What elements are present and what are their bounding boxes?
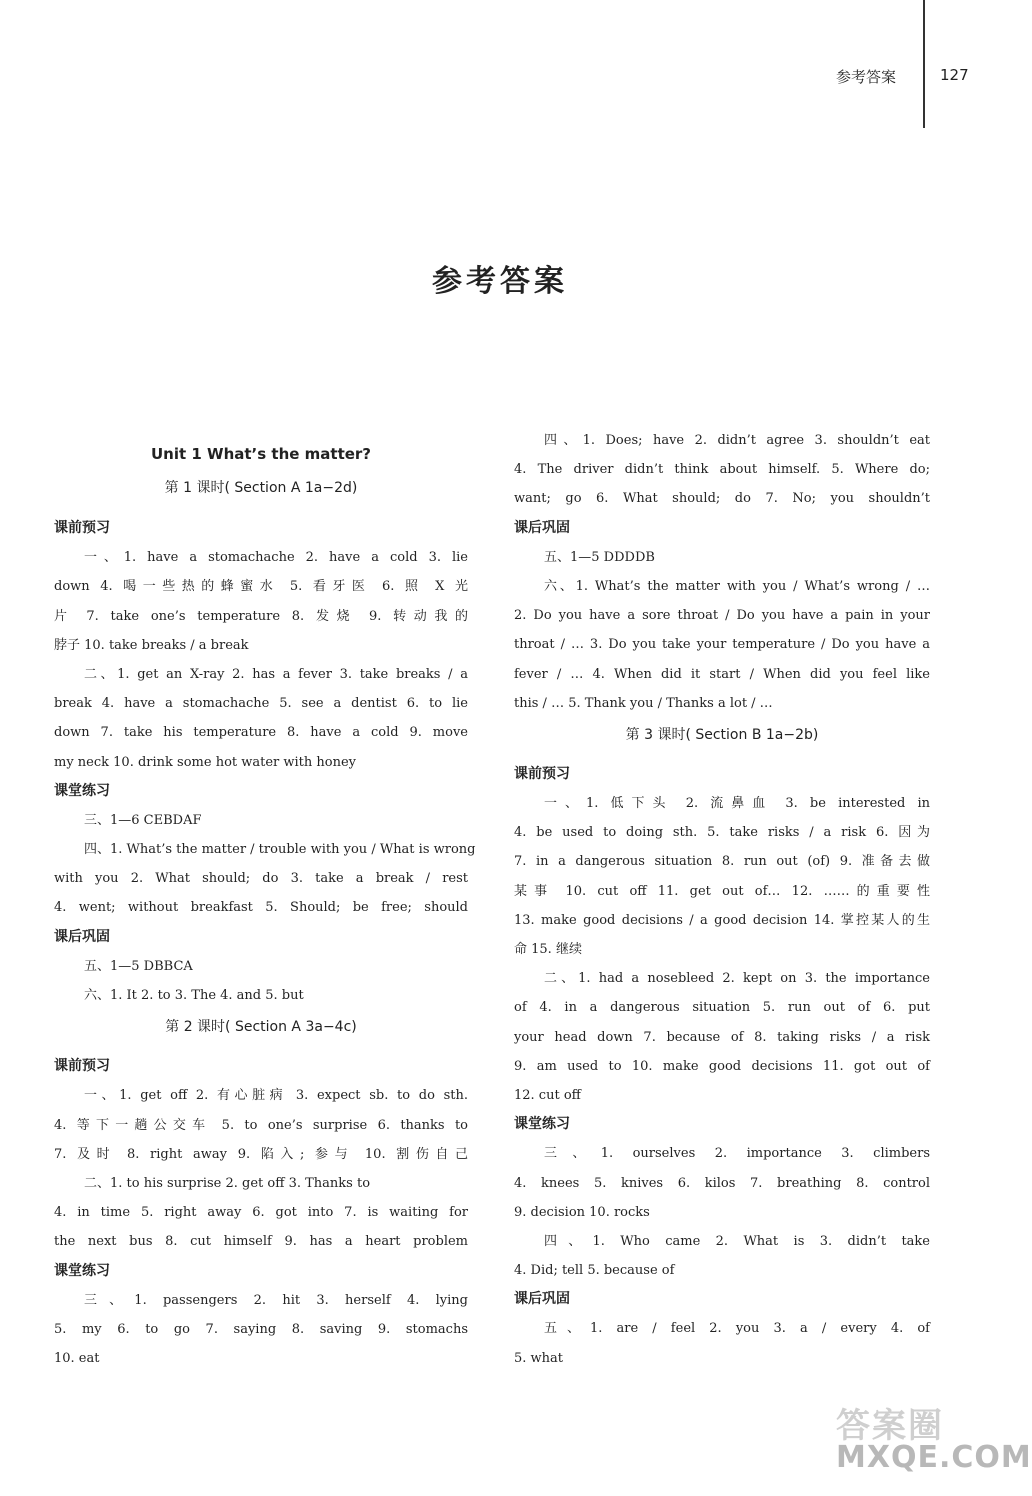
left-column [54,440,476,1373]
answer-line: 4. The driver didn’t think about himself. 5. Where do; [514,462,930,478]
answer-line: 四、1. What’s the matter / trouble with you / What is wrong [84,842,476,858]
answer-line: this / … 5. Thank you / Thanks a lot / … [514,695,773,711]
section-heading: 课前预习 [514,765,570,782]
answer-line: 二、1. get an X-ray 2. has a fever 3. take breaks / a [84,666,468,682]
page-title: 参考答案 [432,264,568,299]
answer-line: 13. make good decisions / a good decision 14. 掌控某人的生 [514,912,930,928]
answer-line: 2. Do you have a sore throat / Do you have a pain in your [514,608,930,624]
lesson-heading: 第 3 课时( Section B 1a−2b) [625,726,819,743]
section-heading: 课后巩固 [514,519,570,536]
answer-line: 一、1. get off 2. 有心脏病 3. expect sb. to do sth. [84,1088,468,1104]
answer-line: down 7. take his temperature 8. have a cold 9. move [54,725,468,741]
answer-line: 六、1. What’s the matter with you / What’s wrong / … [544,578,930,594]
lesson-heading: 第 2 课时( Section A 3a−4c) [165,1019,357,1036]
answer-line: my neck 10. drink some hot water with honey [54,754,357,770]
watermark-logo: 答案圈 [836,1406,944,1446]
answer-line: 4. 等下一趟公交车 5. to one’s surprise 6. thanks to [54,1117,468,1133]
answer-line: 4. went; without breakfast 5. Should; be free; should [54,900,468,916]
section-heading: 课堂练习 [54,782,110,799]
answer-line: fever / … 4. When did it start / When did you feel like [514,666,930,682]
answer-line: your head down 7. because of 8. taking risks / a risk [514,1029,930,1045]
section-heading: 课后巩固 [54,928,110,945]
answer-line: 三、1—6 CEBDAF [84,812,202,828]
answer-line: 9. am used to 10. make good decisions 11. got out of [514,1058,930,1074]
answer-line: 五、1—5 DDDDB [544,549,655,565]
answer-line: 五、1. are / feel 2. you 3. a / every 4. of [544,1321,930,1337]
answer-line: 命 15. 继续 [514,942,582,957]
answer-line: with you 2. What should; do 3. take a break / rest [54,871,468,887]
answer-line: break 4. have a stomachache 5. see a dentist 6. to lie [54,696,468,712]
answer-line: 9. decision 10. rocks [514,1204,650,1220]
answer-line: 4. knees 5. knives 6. kilos 7. breathing 8. control [514,1175,930,1191]
section-heading: 课堂练习 [54,1262,110,1279]
answer-line: 4. be used to doing sth. 5. take risks / a risk 6. 因为 [514,825,930,841]
section-heading: 课后巩固 [514,1291,570,1308]
answer-line: 三、1. ourselves 2. importance 3. climbers [544,1146,930,1162]
answer-line: 三、1. passengers 2. hit 3. herself 4. lying [84,1292,468,1308]
answer-line: down 4. 喝一些热的蜂蜜水 5. 看牙医 6. 照 X 光 [54,579,468,595]
answer-line: 5. my 6. to go 7. saying 8. saving 9. stomachs [54,1321,468,1337]
answer-line: the next bus 8. cut himself 9. has a heart problem [54,1234,468,1250]
answer-line: want; go 6. What should; do 7. No; you shouldn’t [514,491,930,507]
answer-line: 7. 及时 8. right away 9. 陷入; 参与 10. 割伤自己 [54,1146,468,1162]
answer-line: 二、1. had a nosebleed 2. kept on 3. the importance [544,971,930,987]
answer-line: 四、1. Who came 2. What is 3. didn’t take [544,1233,930,1249]
answer-line: 10. eat [54,1351,100,1367]
answer-line: 四、1. Does; have 2. didn’t agree 3. shouldn’t eat [544,433,930,448]
answer-line: 脖子 10. take breaks / a break [54,637,249,653]
answer-line: 一、1. 低下头 2. 流鼻血 3. be interested in [544,796,930,812]
answer-line: throat / … 3. Do you take your temperature / Do you have a [514,637,930,653]
running-header: 参考答案 [836,68,897,86]
answer-line: 五、1—5 DBBCA [84,958,193,974]
header-divider [923,0,925,128]
right-column [514,426,930,1373]
answer-line: 4. in time 5. right away 6. got into 7. is waiting for [54,1205,468,1221]
answer-line: 二、1. to his surprise 2. get off 3. Thanks to [84,1175,371,1191]
watermark-url: MXQE.COM [836,1440,1032,1475]
answer-line: 4. Did; tell 5. because of [514,1263,675,1279]
page-number: 127 [940,66,969,84]
answer-line: 片 7. take one’s temperature 8. 发烧 9. 转动我的 [54,608,468,624]
lesson-heading: 第 1 课时( Section A 1a−2d) [164,480,358,496]
answer-line: 六、1. It 2. to 3. The 4. and 5. but [84,988,304,1003]
answer-line: 某事 10. cut off 11. get out of… 12. ……的重要性 [514,883,930,899]
answer-line: of 4. in a dangerous situation 5. run out of 6. put [514,1000,930,1016]
section-heading: 课堂练习 [514,1116,570,1133]
section-heading: 课前预习 [54,1058,110,1075]
unit-heading: Unit 1 What’s the matter? [150,445,372,463]
answer-line: 12. cut off [514,1087,581,1103]
answer-line: 一、1. have a stomachache 2. have a cold 3. lie [84,550,468,566]
answer-line: 7. in a dangerous situation 8. run out (of) 9. 准备去做 [514,854,930,870]
section-heading: 课前预习 [54,520,110,536]
answer-line: 5. what [514,1350,564,1366]
